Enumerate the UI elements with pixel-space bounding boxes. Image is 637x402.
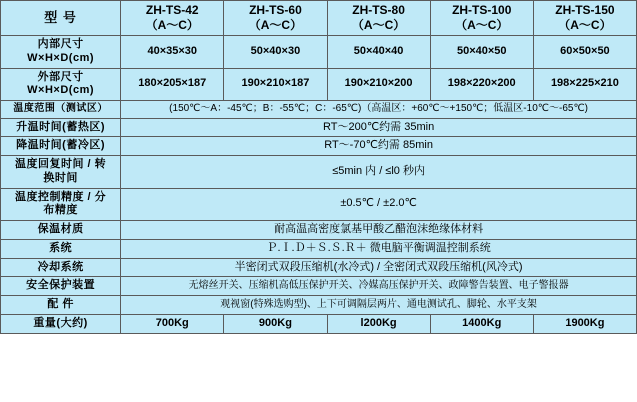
- row-label-line2: 换时间: [43, 171, 78, 184]
- row-label-line1: 温度控制精度 / 分: [15, 190, 107, 203]
- table-cell-merged: Ｐ.Ｉ.Ｄ＋Ｓ.Ｓ.Ｒ＋ 微电脑平衡调温控制系统: [121, 239, 637, 258]
- table-row-cool-down-time: [1, 137, 637, 156]
- table-cell-merged: 无熔丝开关、压缩机高低压保护开关、冷媒高压保护开关、政障警告装置、电子警报器: [121, 277, 637, 296]
- row-label-line1: 内部尺寸: [37, 38, 84, 50]
- table-header-row: [1, 1, 637, 36]
- table-row-control-accuracy: [1, 188, 637, 221]
- table-row-insulation-material: [1, 221, 637, 240]
- table-row-system: [1, 239, 637, 258]
- row-label-line2: 布精度: [43, 204, 78, 217]
- table-row-external-dimensions: [1, 68, 637, 101]
- table-cell: 1400Kg: [430, 314, 533, 333]
- model-sub: （A～C）: [248, 18, 303, 32]
- model-sub: （A～C）: [455, 18, 509, 32]
- table-cell: 190×210×200: [327, 68, 430, 101]
- table-cell-merged: RT～-70℃约需 85min: [121, 137, 637, 156]
- header-cell-zh-ts-150: [533, 1, 636, 36]
- table-row-heat-up-time: [1, 118, 637, 137]
- table-cell-merged: ≤5min 内 / ≤l0 秒内: [121, 156, 637, 189]
- model-name: ZH-TS-42: [145, 3, 199, 17]
- table-cell: 1900Kg: [533, 314, 636, 333]
- table-cell: 190×210×187: [224, 68, 327, 101]
- table-cell-merged: 观视窗(特殊选购型)、上下可调隔层两片、通电测试孔、脚轮、水平支架: [121, 296, 637, 315]
- row-label-system: 系统: [1, 239, 121, 258]
- row-label-line2: W×H×D(cm): [27, 84, 95, 97]
- table-cell: 900Kg: [224, 314, 327, 333]
- header-cell-model: 型 号: [1, 1, 121, 36]
- row-label-accessories: 配 件: [1, 296, 121, 315]
- table-cell: 180×205×187: [121, 68, 224, 101]
- table-cell: 60×50×50: [533, 36, 636, 69]
- table-cell: 50×40×40: [327, 36, 430, 69]
- model-sub: （A～C）: [558, 18, 612, 32]
- row-label-recovery-time: [1, 156, 121, 189]
- table-cell-merged: RT～200℃约需 35min: [121, 118, 637, 137]
- row-label-safety-protection: 安全保护装置: [1, 277, 121, 296]
- table-row-temperature-range: [1, 101, 637, 119]
- table-row-accessories: [1, 296, 637, 315]
- row-label-line1: 温度回复时间 / 转: [15, 158, 107, 170]
- table-cell: 50×40×30: [224, 36, 327, 69]
- header-cell-zh-ts-80: [327, 1, 430, 36]
- row-label-control-accuracy: [1, 188, 121, 221]
- model-sub: （A～C）: [145, 18, 199, 32]
- table-row-safety-protection: [1, 277, 637, 296]
- table-cell: 50×40×50: [430, 36, 533, 69]
- row-label-weight: 重量(大约): [1, 314, 121, 333]
- table-row-cooling-system: [1, 258, 637, 277]
- table-cell: 700Kg: [121, 314, 224, 333]
- row-label-line1: 外部尺寸: [37, 70, 84, 83]
- table-cell-merged: 半密闭式双段压缩机(水冷式) / 全密闭式双段压缩机(风冷式): [121, 258, 637, 277]
- table-cell-merged: ±0.5℃ / ±2.0℃: [121, 188, 637, 221]
- model-name: ZH-TS-80: [352, 3, 405, 17]
- row-label-heat-up-time: 升温时间(蓄热区): [1, 118, 121, 137]
- table-row-recovery-time: [1, 156, 637, 189]
- table-cell: 40×35×30: [121, 36, 224, 69]
- model-name: ZH-TS-100: [452, 3, 512, 17]
- row-label-insulation-material: 保温材质: [1, 221, 121, 240]
- table-row-internal-dimensions: [1, 36, 637, 69]
- header-cell-zh-ts-42: [121, 1, 224, 36]
- row-label-internal-dimensions: [1, 36, 121, 69]
- table-cell: l200Kg: [327, 314, 430, 333]
- header-cell-zh-ts-60: [224, 1, 327, 36]
- model-sub: （A～C）: [351, 18, 406, 32]
- model-name: ZH-TS-60: [249, 3, 302, 17]
- row-label-temperature-range: 温度范围（测试区）: [1, 101, 121, 119]
- table-cell-merged: (150℃～A：-45℃；B：-55℃；C：-65℃)（高温区：+60℃～+150℃；低温区-10℃～-65℃): [121, 101, 637, 119]
- table-cell: 198×220×200: [430, 68, 533, 101]
- row-label-cooling-system: 冷却系统: [1, 258, 121, 277]
- row-label-line2: W×H×D(cm): [27, 51, 95, 64]
- table-cell: 198×225×210: [533, 68, 636, 101]
- header-cell-zh-ts-100: [430, 1, 533, 36]
- row-label-cool-down-time: 降温时间(蓄冷区): [1, 137, 121, 156]
- table-cell-merged: 耐高温高密度氯基甲酸乙醋泡沫绝缘体材料: [121, 221, 637, 240]
- row-label-external-dimensions: [1, 68, 121, 101]
- table-row-weight: [1, 314, 637, 333]
- model-name: ZH-TS-150: [555, 3, 615, 17]
